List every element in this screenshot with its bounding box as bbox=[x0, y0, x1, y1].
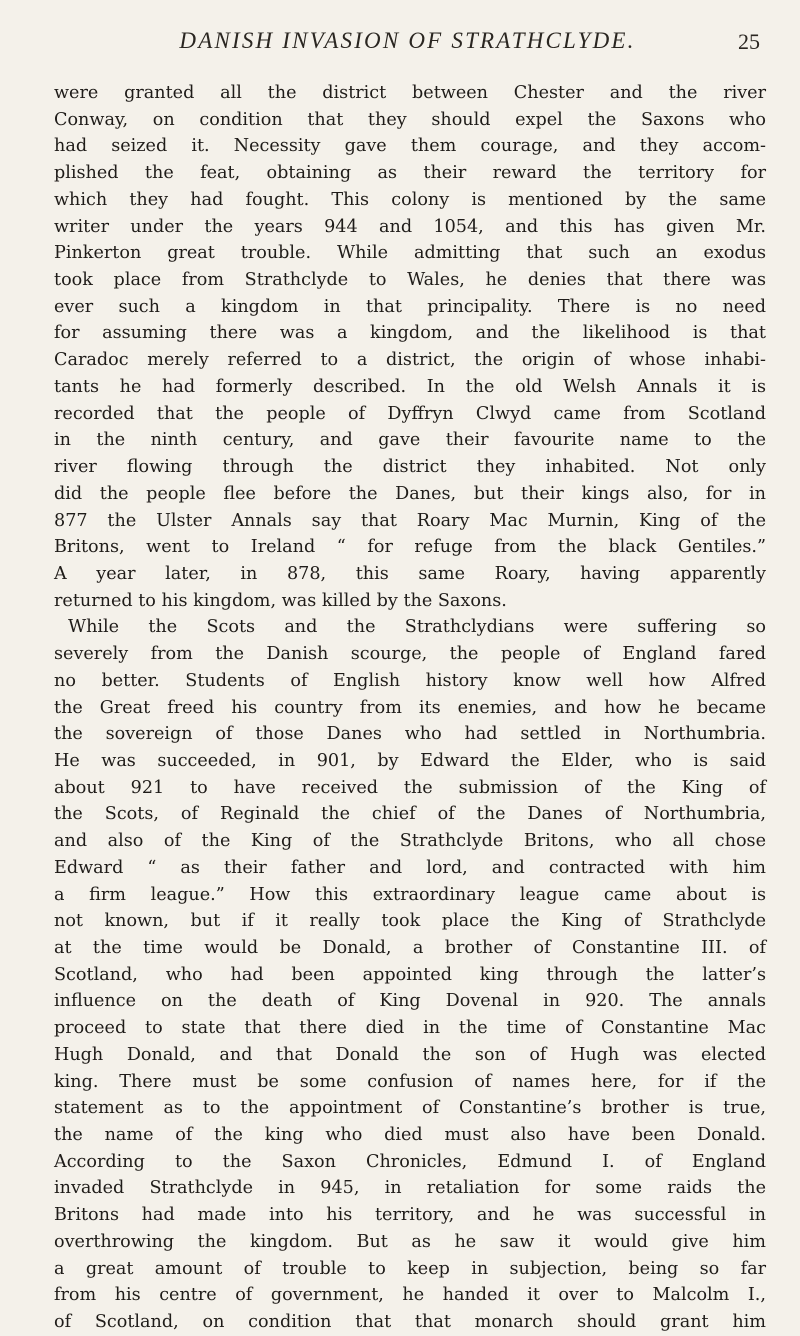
text-line: Conway, on condition that they should expel the Saxons who bbox=[54, 109, 766, 130]
text-line: in the ninth century, and gave their favourite name to the bbox=[54, 430, 766, 451]
text-line: river flowing through the district they inhabited. Not only bbox=[54, 457, 766, 478]
text-line: had seized it. Necessity gave them courage, and they accom- bbox=[54, 136, 766, 157]
text-line: Pinkerton great trouble. While admitting that such an exodus bbox=[54, 243, 766, 264]
text-line: Britons had made into his territory, and he was successful in bbox=[54, 1205, 766, 1226]
text-line: Edward “ as their father and lord, and contracted with him bbox=[54, 857, 766, 878]
text-line: Caradoc merely referred to a district, the origin of whose inhabi- bbox=[54, 350, 766, 371]
text-line: about 921 to have received the submission of the King of bbox=[54, 777, 766, 798]
text-line: returned to his kingdom, was killed by the Saxons. bbox=[54, 590, 507, 611]
text-line: the sovereign of those Danes who had settled in Northumbria. bbox=[54, 724, 766, 745]
text-line: from his centre of government, he handed it over to Malcolm I., bbox=[54, 1285, 766, 1306]
text-line: a great amount of trouble to keep in subjection, being so far bbox=[54, 1258, 766, 1279]
text-line: tants he had formerly described. In the old Welsh Annals it is bbox=[54, 376, 766, 397]
text-line: and also of the King of the Strathclyde Britons, who all chose bbox=[54, 831, 766, 852]
text-line: According to the Saxon Chronicles, Edmund I. of England bbox=[54, 1151, 766, 1172]
text-line: were granted all the district between Chester and the river bbox=[54, 83, 766, 103]
text-line: A year later, in 878, this same Roary, having apparently bbox=[54, 563, 766, 584]
text-line: did the people flee before the Danes, but their kings also, for in bbox=[54, 483, 766, 504]
page-header bbox=[55, 28, 760, 68]
text-line: proceed to state that there died in the time of Constantine Mac bbox=[54, 1018, 766, 1039]
text-line: which they had fought. This colony is mentioned by the same bbox=[54, 189, 766, 210]
text-line: Scotland, who had been appointed king through the latter’s bbox=[54, 964, 766, 985]
text-line: king. There must be some confusion of names here, for if the bbox=[54, 1071, 766, 1092]
text-line: Hugh Donald, and that Donald the son of Hugh was elected bbox=[54, 1044, 766, 1065]
running-head: DANISH INVASION OF STRATHCLYDE. bbox=[179, 28, 636, 53]
text-line: the name of the king who died must also have been Donald. bbox=[54, 1125, 766, 1146]
text-line: severely from the Danish scourge, the people of England fared bbox=[54, 644, 766, 665]
text-line: of Scotland, on condition that that monarch should grant him bbox=[54, 1312, 766, 1333]
text-line: 877 the Ulster Annals say that Roary Mac Murnin, King of the bbox=[54, 510, 766, 531]
text-line: He was succeeded, in 901, by Edward the Elder, who is said bbox=[54, 750, 766, 771]
text-line: invaded Strathclyde in 945, in retaliation for some raids the bbox=[54, 1178, 766, 1199]
text-line: influence on the death of King Dovenal in 920. The annals bbox=[54, 991, 766, 1012]
text-line: statement as to the appointment of Constantine’s brother is true, bbox=[54, 1098, 766, 1119]
text-line: plished the feat, obtaining as their reward the territory for bbox=[54, 163, 766, 184]
text-line: not known, but if it really took place the King of Strathclyde bbox=[54, 911, 766, 932]
text-line: While the Scots and the Strathclydians were suffering so bbox=[68, 617, 766, 638]
text-line: recorded that the people of Dyffryn Clwyd came from Scotland bbox=[54, 403, 766, 424]
text-line: a firm league.” How this extraordinary league came about is bbox=[54, 884, 766, 905]
text-line: for assuming there was a kingdom, and the likelihood is that bbox=[54, 323, 766, 344]
text-line: at the time would be Donald, a brother of Constantine III. of bbox=[54, 938, 766, 958]
text-line: Britons, went to Ireland “ for refuge from the black Gentiles.” bbox=[54, 537, 766, 558]
text-line: writer under the years 944 and 1054, and this has given Mr. bbox=[54, 216, 766, 237]
text-line: ever such a kingdom in that principality. There is no need bbox=[54, 296, 766, 317]
text-line: the Scots, of Reginald the chief of the Danes of Northumbria, bbox=[54, 804, 766, 825]
text-line: took place from Strathclyde to Wales, he denies that there was bbox=[54, 270, 766, 291]
page-number: 25 bbox=[738, 29, 760, 54]
text-line: the Great freed his country from its enemies, and how he became bbox=[54, 697, 766, 718]
text-line: overthrowing the kingdom. But as he saw it would give him bbox=[54, 1231, 766, 1252]
body-text bbox=[54, 80, 766, 1336]
text-line: no better. Students of English history know well how Alfred bbox=[54, 670, 766, 691]
